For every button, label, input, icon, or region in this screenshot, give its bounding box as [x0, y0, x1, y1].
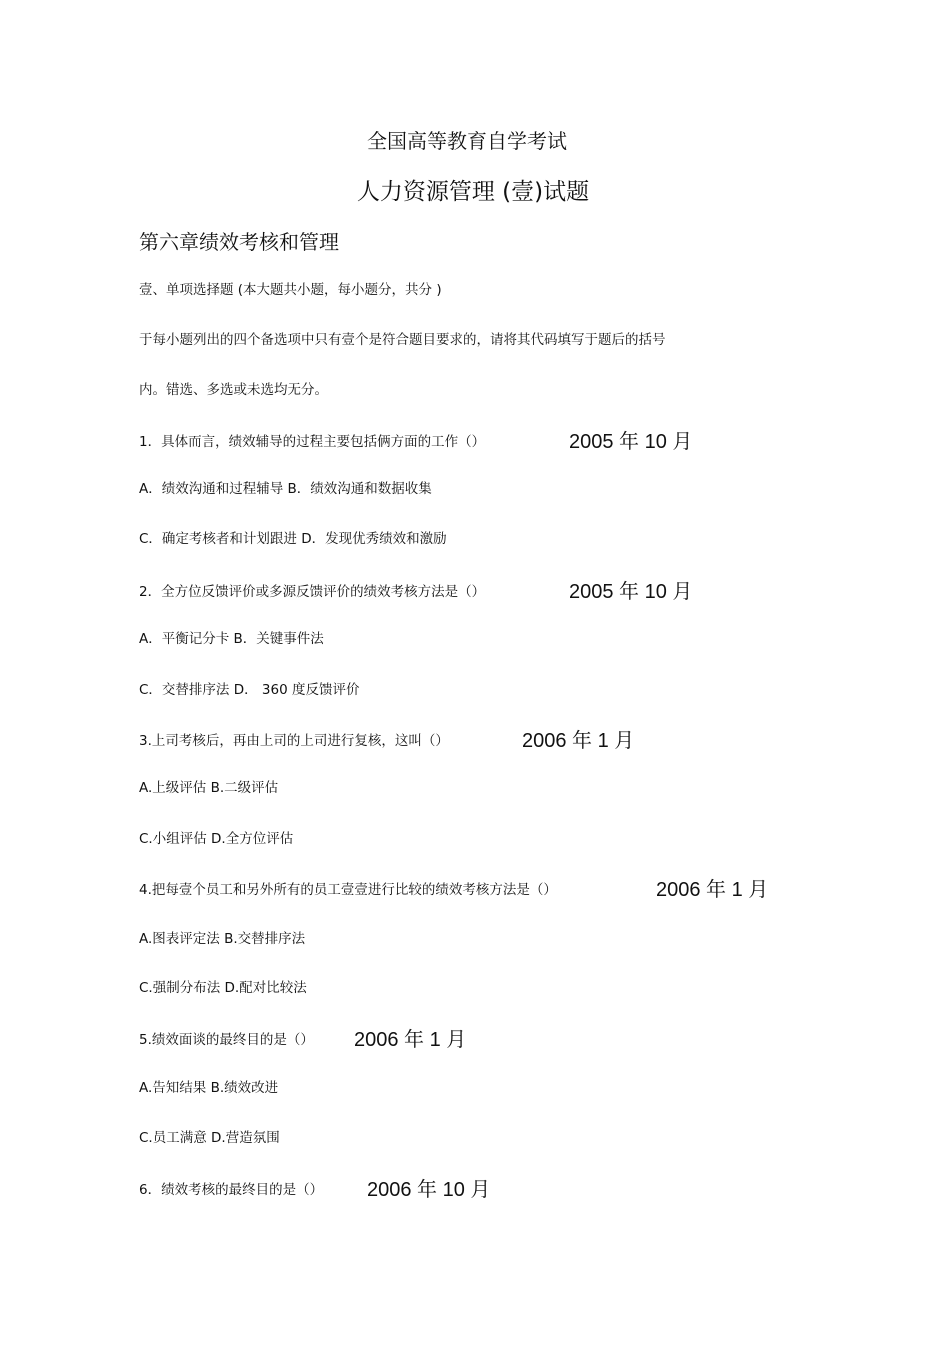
question-1-stem: 1．具体而言，绩效辅导的过程主要包括俩方面的工作（） — [139, 434, 486, 450]
instructions-line-1: 于每小题列出的四个备选项中只有壹个是符合题目要求的，请将其代码填写于题后的括号 — [139, 332, 666, 348]
chapter-heading: 第六章绩效考核和管理 — [139, 230, 339, 254]
instructions-line-2: 内。错选、多选或未选均无分。 — [139, 382, 328, 398]
question-6-stem: 6．绩效考核的最终目的是（） — [139, 1182, 324, 1198]
question-4-options-ab: A.图表评定法 B.交替排序法 — [139, 931, 306, 947]
question-2-stem: 2．全方位反馈评价或多源反馈评价的绩效考核方法是（） — [139, 584, 486, 600]
question-3-options-ab: A.上级评估 B.二级评估 — [139, 780, 279, 796]
exam-title: 全国高等教育自学考试 — [367, 129, 567, 153]
question-2-options-ab: A．平衡记分卡 B．关键事件法 — [139, 631, 324, 647]
question-4-date: 2006 年 1 月 — [656, 879, 769, 901]
question-1-date: 2005 年 10 月 — [569, 431, 693, 453]
question-5-options-cd: C.员工满意 D.营造氛围 — [139, 1130, 280, 1146]
question-5-stem: 5.绩效面谈的最终目的是（） — [139, 1032, 314, 1048]
question-2-options-cd: C．交替排序法 D． 360 度反馈评价 — [139, 682, 360, 698]
section-heading: 壹、单项选择题 (本大题共小题，每小题分，共分 ) — [139, 282, 442, 298]
question-3-date: 2006 年 1 月 — [522, 730, 635, 752]
question-4-options-cd: C.强制分布法 D.配对比较法 — [139, 980, 307, 996]
question-1-options-ab: A．绩效沟通和过程辅导 B．绩效沟通和数据收集 — [139, 481, 432, 497]
question-3-stem: 3.上司考核后，再由上司的上司进行复核，这叫（） — [139, 733, 449, 749]
question-6-date: 2006 年 10 月 — [367, 1179, 491, 1201]
question-3-options-cd: C.小组评估 D.全方位评估 — [139, 831, 294, 847]
question-4-stem: 4.把每壹个员工和另外所有的员工壹壹进行比较的绩效考核方法是（） — [139, 882, 557, 898]
question-1-options-cd: C．确定考核者和计划跟进 D．发现优秀绩效和激励 — [139, 531, 447, 547]
question-5-date: 2006 年 1 月 — [354, 1029, 467, 1051]
question-5-options-ab: A.告知结果 B.绩效改进 — [139, 1080, 279, 1096]
question-2-date: 2005 年 10 月 — [569, 581, 693, 603]
paper-title: 人力资源管理 (壹)试题 — [356, 179, 590, 205]
